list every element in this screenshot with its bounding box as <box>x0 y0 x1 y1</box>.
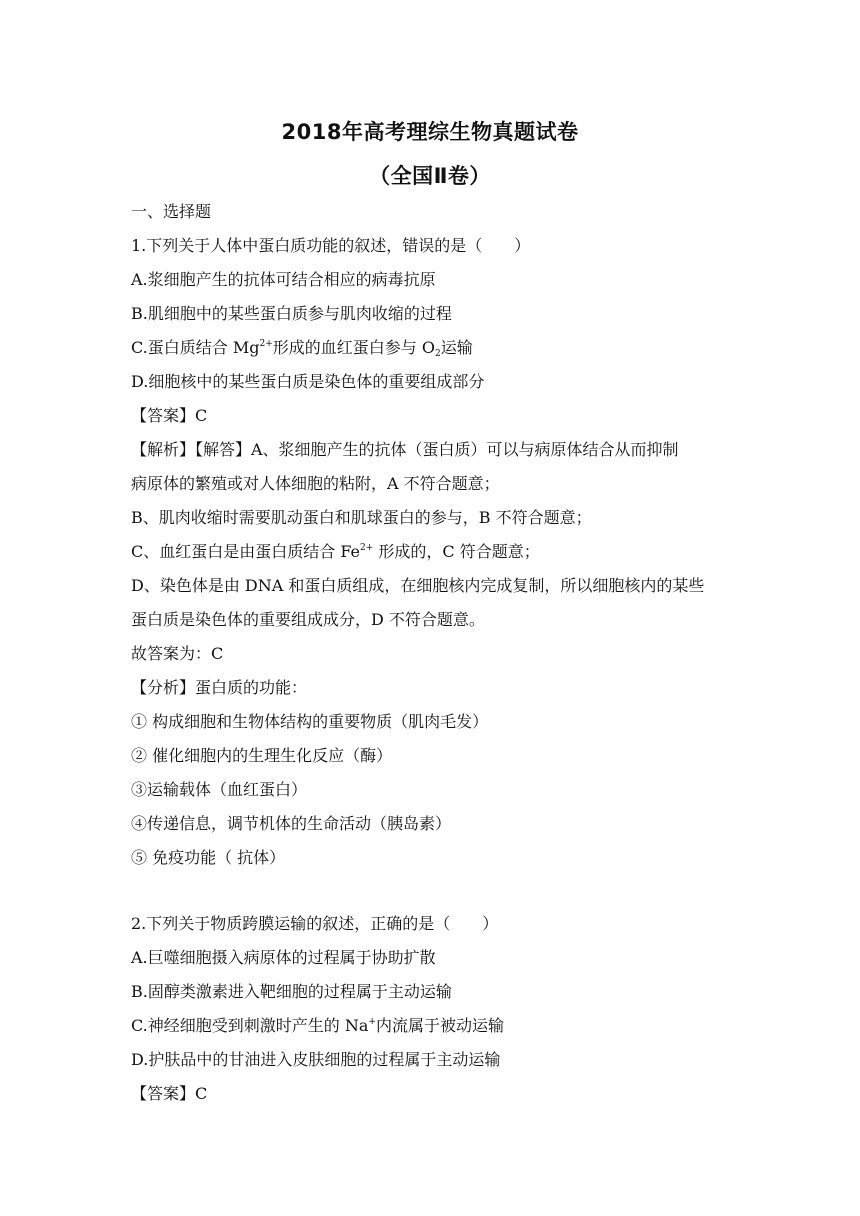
q1-option-d: D.细胞核中的某些蛋白质是染色体的重要组成部分 <box>131 372 485 391</box>
page-title: 2018年高考理综生物真题试卷 <box>281 120 579 144</box>
q1-option-c-text-mid: 形成的血红蛋白参与 O <box>272 338 435 357</box>
q2-option-c <box>131 1016 504 1036</box>
q1-option-b: B.肌细胞中的某些蛋白质参与肌肉收缩的过程 <box>131 304 452 323</box>
q2-answer: 【答案】C <box>131 1084 208 1103</box>
q2-option-c-charge: + <box>368 1017 376 1027</box>
q1-explanation-line: D、染色体是由 DNA 和蛋白质组成，在细胞核内完成复制，所以细胞核内的某些 <box>131 576 705 595</box>
q1-analysis-point: ⑤ 免疫功能（ 抗体） <box>131 848 286 867</box>
q1-explanation-line: B、肌肉收缩时需要肌动蛋白和肌球蛋白的参与，B 不符合题意； <box>131 508 592 527</box>
q1-explanation-line: 病原体的繁殖或对人体细胞的粘附，A 不符合题意； <box>131 474 500 493</box>
q1-stem: 1.下列关于人体中蛋白质功能的叙述，错误的是（ ） <box>131 236 531 255</box>
q1-option-c-subscript: 2 <box>434 349 441 359</box>
q1-analysis-point: ② 催化细胞内的生理生化反应（酶） <box>131 746 393 765</box>
q1-explanation-line: 蛋白质是染色体的重要组成成分，D 不符合题意。 <box>131 610 485 629</box>
q1-analysis-point: ③运输载体（血红蛋白） <box>131 780 308 799</box>
q1-option-c <box>131 338 473 358</box>
q2-stem: 2.下列关于物质跨膜运输的叙述，正确的是（ ） <box>131 914 499 933</box>
q2-option-b: B.固醇类激素进入靶细胞的过程属于主动运输 <box>131 982 452 1001</box>
q2-option-c-text: C.神经细胞受到刺激时产生的 Na <box>131 1016 369 1035</box>
section-heading: 一、选择题 <box>131 202 212 221</box>
q1-explanation-charge: 2+ <box>360 543 374 553</box>
q1-explanation-line: 【解析】【解答】A、浆细胞产生的抗体（蛋白质）可以与病原体结合从而抑制 <box>131 440 679 459</box>
q1-answer: 【答案】C <box>131 406 208 425</box>
q1-final-answer: 故答案为：C <box>131 644 224 663</box>
q2-option-d: D.护肤品中的甘油进入皮肤细胞的过程属于主动运输 <box>131 1050 501 1069</box>
q1-option-c-charge: 2+ <box>259 339 273 349</box>
q1-analysis-point: ④传递信息，调节机体的生命活动（胰岛素） <box>131 814 452 833</box>
q2-option-a: A.巨噬细胞摄入病原体的过程属于协助扩散 <box>131 948 436 967</box>
q1-explanation-text-end: 形成的，C 符合题意； <box>373 542 540 561</box>
q1-option-c-text: C.蛋白质结合 Mg <box>131 338 260 357</box>
q1-analysis-point: ① 构成细胞和生物体结构的重要物质（肌肉毛发） <box>131 712 489 731</box>
q2-option-c-text-end: 内流属于被动运输 <box>375 1016 504 1035</box>
q1-explanation-line <box>131 542 540 562</box>
q1-explanation-text: C、血红蛋白是由蛋白质结合 Fe <box>131 542 361 561</box>
q1-option-a: A.浆细胞产生的抗体可结合相应的病毒抗原 <box>131 270 436 289</box>
q1-option-c-text-end: 运输 <box>440 338 473 357</box>
q1-analysis-heading: 【分析】蛋白质的功能： <box>131 678 308 697</box>
page-subtitle: （全国Ⅱ卷） <box>369 164 491 188</box>
